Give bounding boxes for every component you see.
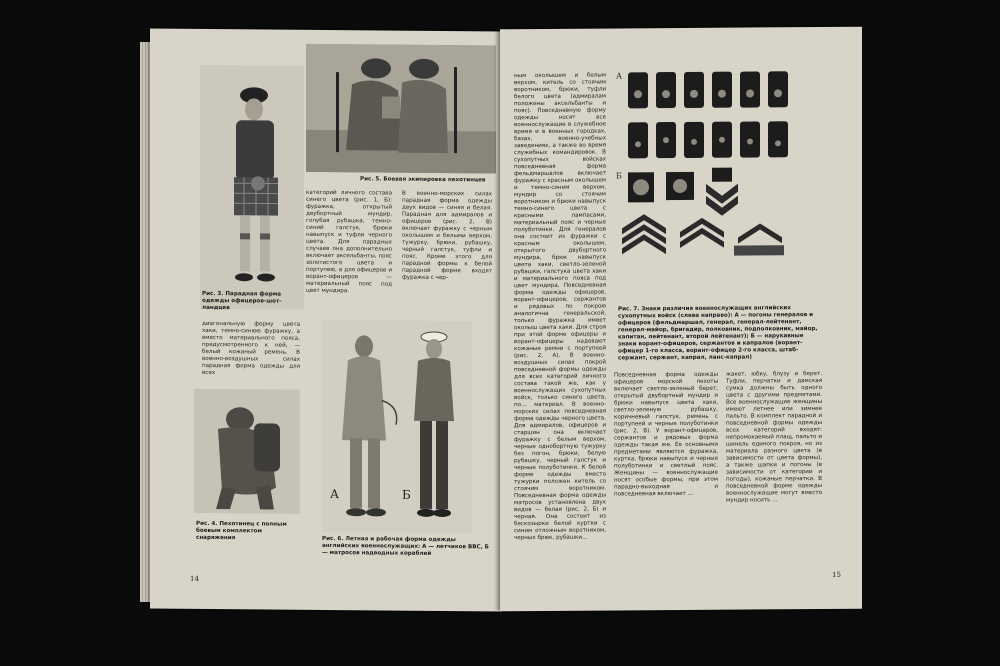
scottish-officer-illustration: [200, 65, 304, 310]
svg-text:Б: Б: [402, 487, 411, 502]
figure-5-image: [306, 44, 496, 174]
left-text-column-1: категорий личного состава синего цвета (рис. 1, Б): фуражка, открытый двубортный мундир, голубая рубашка, темно-синий галстук, брюки навыпуск и туфли черного цвета. Для парадных случаев она дополнительно включает аксельбанты, пояс золотистого цвета и портупею, а для офицеров и ворант-офицеров — материальный пояс под цвет мундира.: [306, 189, 392, 295]
right-text-column-3: жакет, юбку, блузу и берет. Туфли, перчатки и дамская сумка должны быть одного цвета с другими предметами. Все военнослужащие женщины имеют летнее или зимнее пальто. В комплект парадной и повседневной формы одежды всех категорий входят: непромокаемый плащ, пальто и шинель единого покроя, но из материала разного цвета (в зависимости от цвета формы), а также шапки и погоны (в зависимости от категории и погоды), кожаные перчатки. В повседневной форме одежды военнослужащие могут вместо мундир носить …: [726, 371, 822, 504]
left-page-number: 14: [190, 574, 199, 583]
infantry-photo: [306, 44, 496, 174]
figure-7-insignia: [614, 67, 812, 302]
figure-4-image: [194, 389, 300, 514]
figure-4-caption: Рис. 4. Пехотинец с полным боевым комплектом снаряжения: [196, 520, 287, 542]
left-text-column-3: диагональную форму цвета хаки, темно-синюю фуражку, а вместо материального пояса, предусмотренного к ней, — белый кожаный ремень. В военно-воздушных силах парадная форма одежды для всех: [202, 320, 300, 377]
figure-6-caption: Рис. 6. Летная и рабочая форма одежды английских военнослужащих: А — летчиков ВВС, Б — матросов надводных кораблей: [322, 535, 489, 557]
figure-3-image: [200, 65, 304, 310]
right-text-column-1: ным околышем и белым верхом, китель со стоячим воротником, брюки, туфли белого цвета (адмиралам положены аксельбанты и пояс). Повседневную форму одежды носят все военнослужащие в служебное время и в военных городках, базах, военно-учебных заведениях, а также во время служебных командировок. В сухопутных войсках повседневная форма фельдмаршалов включает фуражку с красным околышем и темно-синим верхом, мундир со стоячим воротником и брюки навыпуск темно-синего цвета с красными лампасами, материальный пояс и черные полуботинки. Для генералов она состоит из фуражки с красным околышем, открытого двубортного мундира, брюк навыпуск цвета хаки, светло-зеленой рубашки, галстука цвета хаки и материального пояса под цвет мундира. Повседневная форма одежды офицеров, ворант-офицеров, сержантов и рядовых по покрою аналогична генеральской, только фуражка имеет околыш цвета хаки. Для строя при этой форме офицеры и ворант-офицеры надевают кожаные ремни с портупеей (рис. 2, А). В военно-воздушных силах покрой повседневной формы одежды для всех категорий личного состава такой же, как у военнослужащих сухопутных войск, только синего цвета, по… материал. В военно-морских силах повседневная форма одежды черного цвета. Для адмиралов, офицеров и старшин она включает фуражку с белым верхом, черные однобортную тужурку без погон, брюки, белую рубашку, черный галстук и черные полуботинки. К белой форме одежды вместо тужурки положен китель со стоячим воротником. Повседневная форма одежды матросов установлена двух видов — белая (рис. 2, Б) и черная. Она состоит из бескозырки белой куртки с синим отложным воротником, черных брюк, рубашки…: [514, 72, 606, 542]
right-page: [500, 27, 862, 612]
loaded-infantryman-photo: [194, 389, 300, 514]
left-page: [150, 28, 502, 611]
right-page-number: 15: [832, 570, 841, 579]
svg-text:Б: Б: [616, 171, 622, 181]
flight-and-work-uniform-illustration: [322, 320, 472, 533]
figure-6-image: [322, 320, 472, 533]
svg-text:А: А: [616, 71, 623, 81]
left-text-column-2: В военно-морских силах парадная форма одежды двух видов — синяя и белая. Парадная для адмиралов и офицеров (рис. 2, В) включает фуражку с черным околышем и белыми верхом, тужурку, брюки, рубашку, черный галстук, туфли и пояс. Кроме этого для парадной формы к белой парадной форме входят фуражка с чер-: [402, 190, 492, 282]
insignia-chart: [614, 67, 812, 302]
right-text-column-2: Повседневная форма одежды офицеров морской пехоты включает светло-зеленый берет, открытый двубортный мундир и брюки навыпуск цвета хаки, светло-зеленую рубашку, коричневый галстук, ремень с портупеей и черные полуботинки (рис. 2, В). У ворант-офицеров, сержантов и рядовых форма одежды такая же. Ее основными предметами являются фуражка, куртка, брюки навыпуск и черные полуботинки и светлый пояс. Женщины — военнослужащие носят особые формы, при этом парадно-выходная и повседневная включает …: [614, 371, 718, 498]
figure-5-caption: Рис. 5. Боевая экипировка пехотинцев: [360, 176, 486, 184]
figure-7-caption: Рис. 7. Знаки различия военнослужащих английских сухопутных войск (слева направо): А — погоны генералов и офицеров (фельдмаршал, генерал, генерал-лейтенант, генерал-майор, бригадир, полковник, подполковник, майор, капитан, лейтенант, второй лейтенант); Б — нарукавные знаки ворант-офицеров, сержантов и капралов (ворант-офицер 1-го класса, ворант-офицер 2-го класса, штаб-сержант, сержант, капрал, ланс-капрал): [618, 305, 818, 362]
figure-3-caption: Рис. 3. Парадная форма одежды офицеров-шот-ландцев: [202, 290, 282, 312]
svg-text:А: А: [330, 487, 340, 502]
